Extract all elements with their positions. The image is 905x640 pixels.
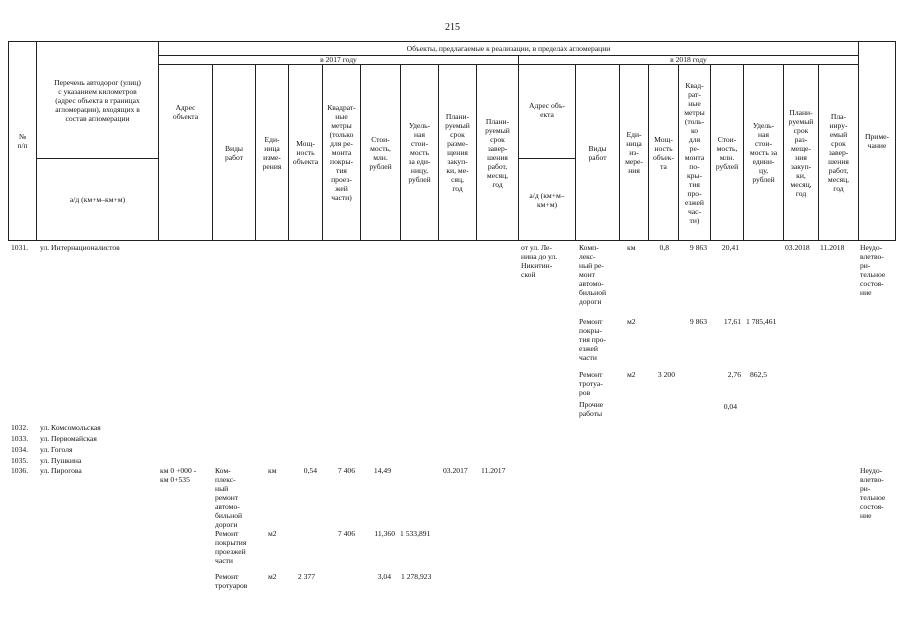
power: 0,8 bbox=[659, 243, 669, 252]
header-2018-unit: Еди- ница из- мере- ния bbox=[625, 130, 643, 175]
cost: 20,41 bbox=[721, 243, 739, 252]
road-name: ул. Первомайская bbox=[40, 434, 97, 443]
row-number: 1031. bbox=[11, 243, 29, 252]
unit: м2 bbox=[627, 317, 636, 326]
road-name: ул. Пушкина bbox=[40, 456, 82, 465]
row-number: 1036. bbox=[11, 466, 29, 475]
header-2018-address: Адрес объ- екта bbox=[529, 101, 565, 119]
header-2017-plan-completion: Плани- руемый срок завер- шения работ, месяц, год bbox=[485, 116, 510, 189]
header-2017-work: Виды работ bbox=[224, 143, 244, 162]
cost: 2,76 bbox=[727, 370, 741, 379]
header-2018-power: Мощ- ность объек- та bbox=[653, 134, 674, 171]
unit: км bbox=[627, 243, 636, 252]
plan-procurement: 03.2017 bbox=[443, 466, 468, 475]
cost: 11,360 bbox=[374, 529, 395, 538]
cost: 0,04 bbox=[723, 402, 737, 411]
row-number: 1032. bbox=[11, 423, 29, 432]
unit-cost: 1 785,461 bbox=[746, 317, 777, 326]
header-2017-sqm: Квадрат- ные метры (только для ре- монта покры- тия проез- жей части) bbox=[327, 103, 356, 202]
header-2017-power: Мощ- ность объекта bbox=[292, 139, 319, 166]
unit-cost: 862,5 bbox=[750, 370, 768, 379]
header-ad-range: а/д (км+м–км+м) bbox=[69, 195, 126, 204]
cost: 3,04 bbox=[377, 572, 391, 581]
cost: 17,61 bbox=[723, 317, 741, 326]
header-2018-unit-cost: Удель- ная стои- мость за едини- цу, рублей bbox=[749, 121, 778, 184]
plan-completion: 11.2018 bbox=[820, 243, 845, 252]
work-type: Ремонт тротуаров bbox=[215, 572, 248, 590]
header-2017-plan-procurement: Плани- руемый срок разме- щения закуп- ки, ме- сяц, год bbox=[445, 112, 470, 193]
page-number: 215 bbox=[445, 22, 460, 33]
header-2018-cost: Стои- мость, млн. рублей bbox=[715, 134, 739, 171]
note: Неудо- влетво- ри- тельное состоя- ние bbox=[860, 466, 886, 520]
row-number: 1035. bbox=[11, 456, 29, 465]
header-year-2018: в 2018 году bbox=[670, 55, 707, 64]
header-2018-sqm: Квад- рат- ные метры (толь- ко для ре- монта по- кры- тия про- езжей час- ти) bbox=[684, 80, 705, 225]
work-type: Ремонт тротуа- ров bbox=[579, 370, 603, 397]
header-note: Приме- чание bbox=[864, 132, 890, 150]
header-objects-title: Объекты, предлагаемые к реализации, в пределах агломерации bbox=[406, 44, 611, 53]
header-2017-address: Адрес объекта bbox=[172, 103, 199, 121]
unit: м2 bbox=[627, 370, 636, 379]
note: Неудо- влетво- ри- тельное состоя- ние bbox=[860, 243, 886, 297]
header-2017-cost: Стои- мость, млн. рублей bbox=[369, 134, 392, 171]
header-num: № п/п bbox=[17, 132, 28, 150]
plan-procurement: 03.2018 bbox=[785, 243, 810, 252]
unit: км bbox=[268, 466, 277, 475]
work-type: Ком- плекс- ный ремонт автомо- бильной дороги bbox=[215, 466, 243, 529]
unit: м2 bbox=[268, 572, 277, 581]
road-name: ул. Гоголя bbox=[40, 445, 73, 454]
header-road-list: Перечень автодорог (улиц) с указанием километров (адрес объекта в границах агломерации), входящих в состав агломерации bbox=[54, 77, 141, 123]
power: 3 200 bbox=[657, 370, 675, 379]
unit-cost: 1 278,923 bbox=[401, 572, 432, 581]
power: 2 377 bbox=[297, 572, 315, 581]
road-name: ул. Комсомольская bbox=[40, 423, 101, 432]
work-type: Ремонт покры- тия про- езжей части bbox=[579, 317, 606, 362]
sqm: 9 863 bbox=[689, 243, 707, 252]
address-2017: км 0 +000 - км 0+535 bbox=[160, 466, 197, 484]
road-name: ул. Пирогова bbox=[40, 466, 82, 475]
row-number: 1034. bbox=[11, 445, 29, 454]
road-name: ул. Интернационалистов bbox=[40, 243, 120, 252]
sqm: 7 406 bbox=[337, 466, 355, 475]
header-2017-unit: Еди- ница изме- рения bbox=[262, 134, 282, 171]
unit: м2 bbox=[268, 529, 277, 538]
work-type: Прочие работы bbox=[579, 400, 604, 418]
cost: 14,49 bbox=[373, 466, 391, 475]
header-2018-address-ad: а/д (км+м– км+м) bbox=[529, 190, 565, 209]
sqm: 9 863 bbox=[689, 317, 707, 326]
header-year-2017: в 2017 году bbox=[320, 55, 357, 64]
work-type: Ремонт покрытия проезжей части bbox=[215, 529, 247, 565]
plan-completion: 11.2017 bbox=[481, 466, 506, 475]
header-2018-plan-procurement: Плани- руемый срок раз- меще- ния закуп- ки, месяц, год bbox=[788, 107, 814, 198]
sqm: 7 406 bbox=[337, 529, 355, 538]
header-2018-work: Виды работ bbox=[588, 143, 607, 162]
header-2017-unit-cost: Удель- ная стои- мость за еди- ницу, рублей bbox=[408, 121, 431, 184]
row-number: 1033. bbox=[11, 434, 29, 443]
unit-cost: 1 533,891 bbox=[400, 529, 431, 538]
header-2018-plan-completion: Пла- ниру- емый срок завер- шения работ, месяц, год bbox=[827, 112, 850, 193]
power: 0,54 bbox=[303, 466, 317, 475]
address-2018: от ул. Ле- нина до ул. Никитин- ской bbox=[521, 243, 558, 279]
work-type: Комп- лекс- ный ре- монт автомо- бильной дороги bbox=[579, 243, 607, 306]
